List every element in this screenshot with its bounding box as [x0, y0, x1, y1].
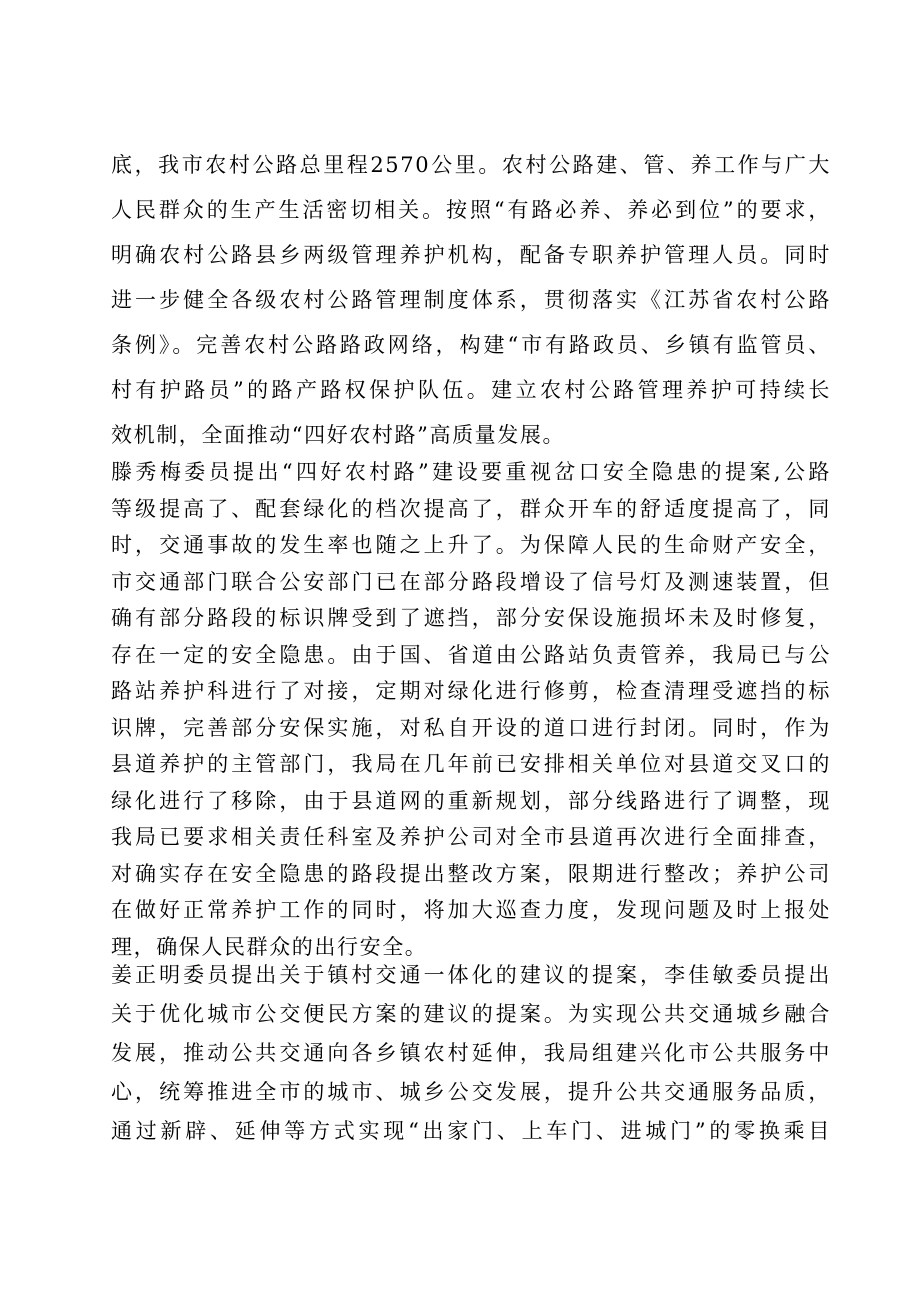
text-line: 时，交通事故的发生率也随之上升了。为保障人民的生命财产安全， [111, 533, 831, 557]
text-line: 滕秀梅委员提出“四好农村路”建设要重视岔口安全隐患的提案,公路 [111, 460, 831, 484]
text-line: 县道养护的主管部门，我局在几年前已安排相关单位对县道交叉口的 [111, 752, 831, 776]
text-line: 我局已要求相关责任科室及养护公司对全市县道再次进行全面排查， [111, 825, 831, 849]
text-line: 市交通部门联合公安部门已在部分路段增设了信号灯及测速装置，但 [111, 569, 831, 594]
text-line: 存在一定的安全隐患。由于国、省道由公路站负责管养，我局已与公 [111, 642, 831, 667]
text-line: 心，统筹推进全市的城市、城乡公交发展，提升公共交通服务品质， [111, 1080, 831, 1104]
text-line: 对确实存在安全隐患的路段提出整改方案，限期进行整改；养护公司 [111, 861, 831, 886]
text-line: 明确农村公路县乡两级管理养护机构，配备专职养护管理人员。同时 [111, 243, 831, 267]
text-line: 条例》。完善农村公路路政网络，构建“市有路政员、乡镇有监管员、 [111, 333, 831, 357]
text-line: 村有护路员”的路产路权保护队伍。建立农村公路管理养护可持续长 [111, 378, 831, 402]
text-line: 在做好正常养护工作的同时，将加大巡查力度，发现问题及时上报处 [111, 898, 831, 922]
text-line: 绿化进行了移除，由于县道网的重新规划，部分线路进行了调整，现 [111, 788, 831, 813]
paragraph-public-transit-proposal [111, 956, 831, 1151]
text-line: 姜正明委员提出关于镇村交通一体化的建议的提案，李佳敏委员提出 [111, 963, 831, 987]
text-line: 底，我市农村公路总里程2570公里。农村公路建、管、养工作与广大 [111, 153, 831, 177]
text-line: 通过新辟、延伸等方式实现“出家门、上车门、进城门”的零换乘目 [111, 1119, 831, 1143]
text-line: 人民群众的生产生活密切相关。按照“有路必养、养必到位”的要求， [111, 198, 831, 222]
text-line: 效机制，全面推动“四好农村路”高质量发展。 [111, 423, 566, 447]
text-line: 路站养护科进行了对接，定期对绿化进行修剪，检查清理受遮挡的标 [111, 679, 831, 703]
text-line: 关于优化城市公交便民方案的建议的提案。为实现公共交通城乡融合 [111, 1002, 831, 1026]
text-line: 理，确保人民群众的出行安全。 [111, 934, 428, 959]
paragraph-rural-road-management [111, 143, 831, 458]
text-line: 确有部分路段的标识牌受到了遮挡，部分安保设施损坏未及时修复， [111, 606, 831, 630]
text-line: 等级提高了、配套绿化的档次提高了，群众开车的舒适度提高了，同 [111, 496, 831, 521]
paragraph-intersection-safety-proposal [111, 454, 831, 965]
text-line: 识牌，完善部分安保实施，对私自开设的道口进行封闭。同时，作为 [111, 715, 831, 740]
text-line: 进一步健全各级农村公路管理制度体系，贯彻落实《江苏省农村公路 [111, 288, 831, 312]
text-line: 发展，推动公共交通向各乡镇农村延伸，我局组建兴化市公共服务中 [111, 1041, 831, 1065]
